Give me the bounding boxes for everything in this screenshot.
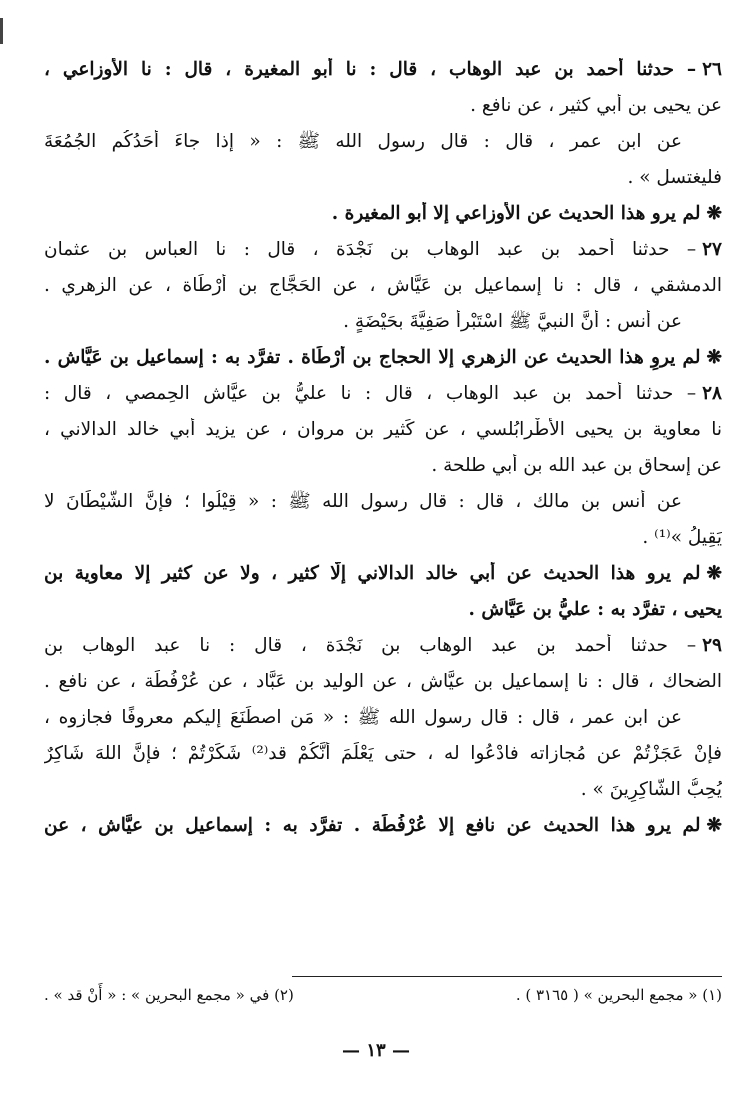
hadith-29-line-4: فإنْ عَجَزْتُمْ عن مُجازاته فادْعُوا له ، حتى يَعْلَمَ أَنَّكُمْ قد⁽²⁾ شَكَرْتُمْ ؛ فإنَّ اللهَ شَاكِرٌ — [44, 743, 722, 764]
hadith-28-line-5: يَقِيلُ »⁽¹⁾ . — [642, 527, 722, 548]
hadith-26-line-1 — [44, 58, 722, 94]
star-icon: ❋ — [706, 563, 722, 584]
hadith-26-line-3: عن ابن عمر ، قال : قال رسول الله ﷺ : « إذا جاءَ أَحَدُكُم الجُمُعَةَ — [44, 131, 682, 152]
hadith-number: ٢٦ — [702, 59, 722, 80]
hadith-27-line-2: الدمشقي ، قال : نا إسماعيل بن عَيَّاش ، عن الحَجَّاج بن أَرْطَاة ، عن الزهري . — [44, 275, 722, 296]
hadith-28-comment-1 — [44, 562, 722, 598]
footnote-1: (١) « مجمع البحرين » ( ٣١٦٥ ) . — [515, 986, 722, 1004]
hadith-number: ٢٨ — [702, 383, 722, 404]
hadith-29-line-2: الضحاك ، قال : نا إسماعيل بن عيَّاش ، عن الوليد بن عَبَّاد ، عن عُرْفُطَة ، عن نافع . — [44, 671, 722, 692]
footnote-2: (٢) في « مجمع البحرين » : « أَنْ قد » . — [44, 986, 294, 1004]
footnotes — [44, 984, 722, 1006]
footnote-divider — [292, 976, 722, 977]
comment-text: لم يروِ هذا الحديث عن الزهري إلا الحجاج بن أَرْطَاة . تفرَّد به : إسماعيل بن عَيَّاش . — [44, 347, 701, 368]
scan-edge-mark — [0, 18, 3, 44]
comment-text: لم يرو هذا الحديث عن أبي خالد الدالاني إلَّا كثير ، ولا عن كثير إلا معاوية بن — [44, 563, 701, 584]
hadith-text: – حدثنا أحمد بن عبد الوهاب بن نَجْدَة ، قال : نا عبد الوهاب بن — [44, 635, 697, 656]
hadith-26-line-4: فليغتسل » . — [627, 167, 722, 188]
comment-text: لم يرو هذا الحديث عن نافع إلا عُرْفُطَة . تفرَّد به : إسماعيل بن عيَّاش ، عن — [44, 815, 701, 836]
star-icon: ❋ — [706, 203, 722, 224]
hadith-28-line-2: نا معاوية بن يحيى الأَطْرابُلسي ، عن كَثير بن مروان ، عن يزيد أبي خالد الدالاني ، — [44, 419, 722, 440]
hadith-27-line-3: عن أَنس : أنَّ النبيَّ ﷺ اسْتَبْرأ صَفِيَّةَ بحَيْضَةٍ . — [343, 311, 682, 332]
hadith-29-comment — [44, 814, 722, 850]
hadith-28-line-3: عن إسحاق بن عبد الله بن أبي طلحة . — [431, 455, 722, 476]
hadith-28-comment-2: يحيى ، تفرَّد به : عليُّ بن عَيَّاش . — [468, 599, 722, 620]
hadith-28-line-4: عن أنس بن مالك ، قال : قال رسول الله ﷺ : « قِيْلُوا ؛ فإنَّ الشَّيْطَانَ لا — [44, 491, 682, 512]
hadith-28-line-1 — [44, 382, 722, 418]
hadith-27-comment — [44, 346, 722, 382]
hadith-number: ٢٩ — [702, 635, 722, 656]
star-icon: ❋ — [706, 347, 722, 368]
star-icon: ❋ — [706, 815, 722, 836]
main-text — [44, 58, 722, 850]
hadith-29-line-5: يُحِبُّ الشَّاكِرِينَ » . — [580, 779, 722, 800]
hadith-29-line-3: عن ابن عمر ، قال : قال رسول الله ﷺ : « مَن اصطَنَعَ إليكم معروفًا فجازوه ، — [44, 707, 682, 728]
hadith-27-line-1 — [44, 238, 722, 274]
hadith-text: – حدثنا أحمد بن عبد الوهاب ، قال : نا عليُّ بن عيَّاش الحِمصي ، قال : — [44, 383, 697, 404]
hadith-text: – حدثنا أحمد بن عبد الوهاب بن نَجْدَة ، قال : نا العباس بن عثمان — [44, 239, 697, 260]
page-number: — ١٣ — — [342, 1040, 410, 1061]
hadith-26-line-2: عن يحيى بن أبي كثير ، عن نافع . — [470, 95, 722, 116]
hadith-26-comment — [44, 202, 722, 238]
hadith-number: ٢٧ — [702, 239, 722, 260]
hadith-29-line-1 — [44, 634, 722, 670]
comment-text: لم يرو هذا الحديث عن الأوزاعي إلا أبو المغيرة . — [331, 203, 701, 224]
hadith-text: – حدثنا أحمد بن عبد الوهاب ، قال : نا أبو المغيرة ، قال : نا الأوزاعي ، — [44, 59, 697, 80]
